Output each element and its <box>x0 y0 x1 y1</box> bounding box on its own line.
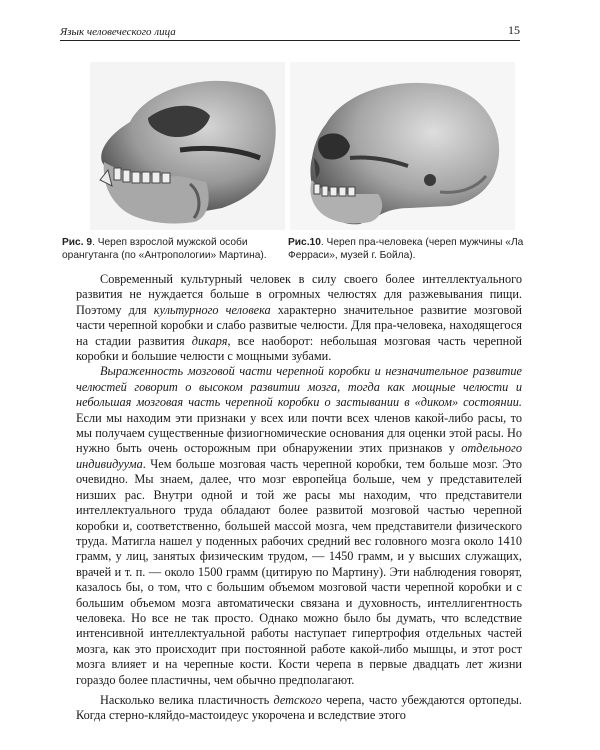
prehuman-skull-image <box>290 62 515 230</box>
paragraph-1-part-5: , все наоборот: небольшая мозговая часть черепной коробки и большие челюсти с мощными зубами. <box>76 333 522 364</box>
figure-9-caption <box>62 236 282 262</box>
paragraph-1-part-3: характерно значительное развитие мозговой части черепной коробки и слабо развитые челюсти. Для пра-человека, находящегося на стадии развития <box>76 302 522 348</box>
figure-9-caption-text: . Череп взрослой мужской особи орангутанга (по «Антропологии» Мартина). <box>62 237 267 261</box>
figure-10-caption-text: . Череп пра-человека (череп мужчины «Ла Ферраси», музей г. Бойла). <box>288 237 524 261</box>
paragraph-2-part-4: . Чем больше мозговая часть черепной коробки, тем больше мозг. Это очевидно. Мы знаем, далее, что мозг европейца больше, чем у представителей низших рас. Внутри одной и той же расы мы находим, что представители интеллектуального труда обладают более развитой мозговой частью черепной коробки и, соответственно, большей массой мозга, чем представители физического труда. Матигла нашел у поденных рабочих средний вес головного мозга около 1410 грамм, у лиц, занятых физическим трудом, — 1450 грамм, и у высших служащих, врачей и т. п. — около 1500 грамм (цитирую по Мартину). Эти наблюдения говорят, казалось бы, о том, что с большим объемом мозговой части черепной коробки и с большим объемом мозга автоматически связана и духовность, интеллигентность человека. Но все не так просто. Однако можно было бы думать, что вследствие интенсивной интеллектуальной работы наступает гипертрофия отдельных частей мозга, как это происходит при постоянной работе какой-либо мышцы, и этот рост мозга влияет и на черепные кости. Кости черепа в первые двадцать лет жизни гораздо более пластичны, чем обычно предполагают. <box>76 456 522 687</box>
body-text <box>76 272 522 724</box>
running-header <box>60 22 520 41</box>
paragraph-1-part-1: Современный культурный человек в силу своего более интеллектуального развития не нуждается больше в огромных челюстях для разжевывания пищи. Поэтому для <box>76 272 522 317</box>
page-number: 15 <box>508 23 520 37</box>
paragraph-2-italic-individual: отдельного индивидуума <box>76 441 522 471</box>
paragraph-3 <box>76 693 522 724</box>
figure-10-label: Рис.10 <box>288 237 321 248</box>
paragraph-2-part-2: Если мы находим эти признаки у всех или почти всех членов какой-либо расы, то мы получаем существенные физиогномические основания для оценки этой расы. Но нужно быть очень осторожным при обнаружении этих признаков у <box>76 410 522 456</box>
paragraph-2 <box>76 364 522 688</box>
orangutan-skull-image <box>90 62 285 230</box>
figure-9-label: Рис. 9 <box>62 237 93 248</box>
paragraph-3-part-1: Насколько велика пластичность <box>100 692 274 707</box>
prehuman-skull-drawing <box>290 62 515 230</box>
paragraph-3-part-3: черепа, часто убеждаются ортопеды. Когда стерно-кляйдо-мастоидеус укорочена и вследствие этого <box>76 692 522 723</box>
paragraph-1 <box>76 272 522 364</box>
paragraph-1-italic-savage: дикаря <box>191 333 228 348</box>
orangutan-skull-drawing <box>90 62 285 230</box>
running-header-title: Язык человеческого лица <box>60 26 176 38</box>
figure-10-caption <box>288 236 524 262</box>
paragraph-1-italic-cultured: культурного человека <box>153 302 271 317</box>
paragraph-3-italic-childish: детского <box>273 692 322 707</box>
paragraph-2-italic-lead: Выраженность мозговой части черепной коробки и незначительное развитие челюстей говорит о высоком развитии мозга, тогда как мощные челюсти и небольшая мозговая часть черепной коробки о застывании в «диком» состоянии. <box>76 364 522 410</box>
